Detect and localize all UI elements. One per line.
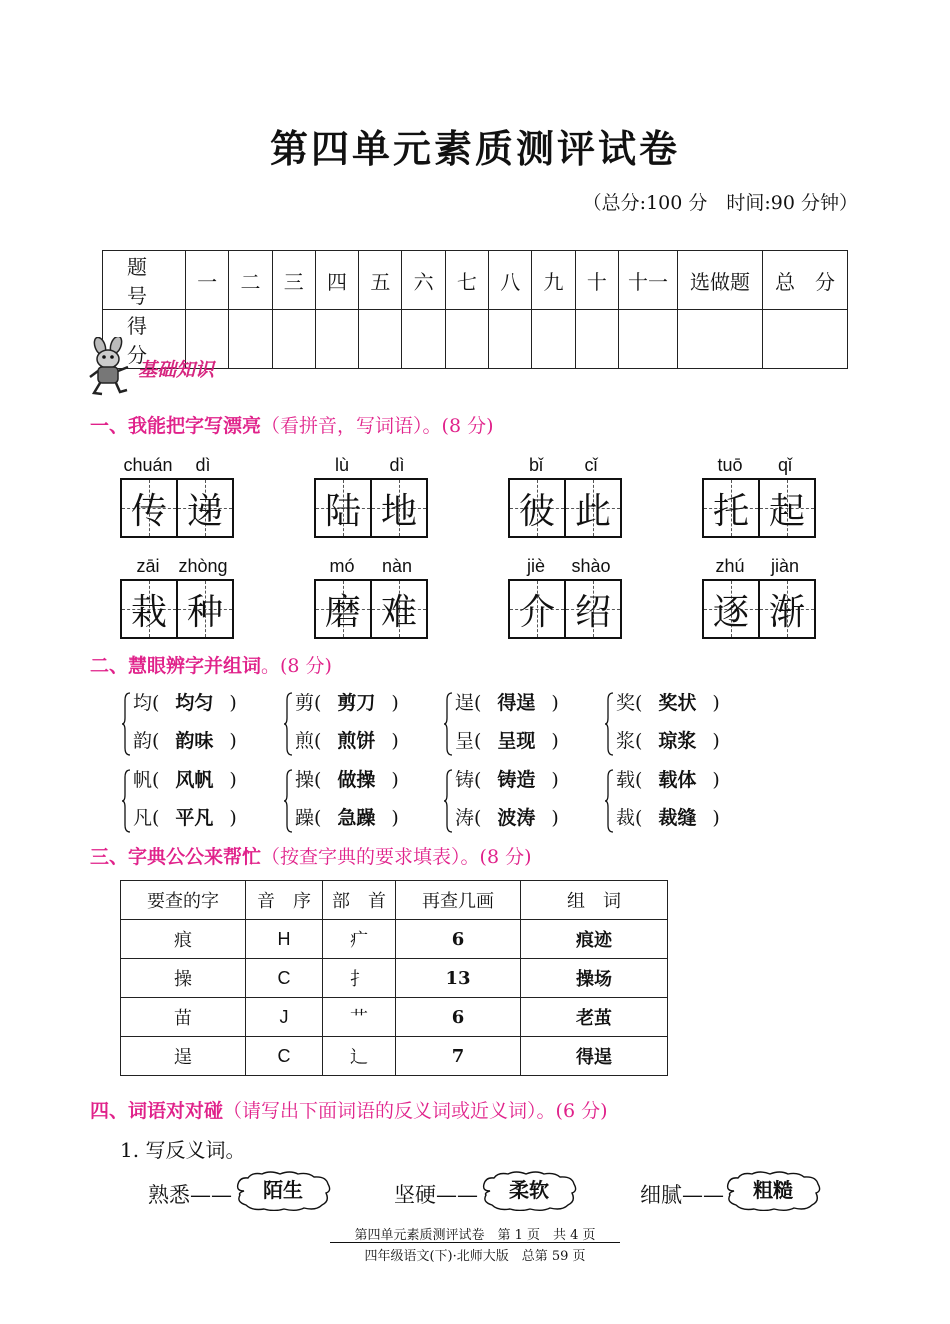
tianzige-pair — [120, 478, 234, 538]
score-row-label: 得 分 — [103, 310, 186, 369]
score-header-cell: 选做题 — [678, 251, 763, 310]
char-prompt: 裁( — [616, 807, 643, 829]
answer-word: 剪刀 — [337, 693, 376, 714]
score-cell[interactable] — [359, 310, 402, 369]
char-prompt: 涛( — [455, 807, 482, 829]
brace-icon — [284, 769, 293, 833]
pinyin: jiàn — [770, 556, 800, 576]
score-header-cell: 四 — [315, 251, 358, 310]
char-group — [122, 688, 262, 764]
group-row — [133, 726, 237, 753]
q2-title — [90, 651, 332, 678]
score-cell[interactable] — [315, 310, 358, 369]
cloud-answer-box — [480, 1171, 578, 1211]
close-paren: ) — [229, 692, 237, 714]
answer-word: 铸造 — [497, 770, 536, 791]
dict-header-cell: 要查的字 — [121, 881, 246, 920]
tianzige-cell — [758, 581, 814, 637]
dict-letter: C — [246, 1037, 323, 1076]
group-row — [133, 803, 237, 830]
char-prompt: 铸( — [455, 769, 482, 791]
dict-radical: 疒 — [323, 920, 396, 959]
q1-hint: （看拼音，写词语） — [261, 415, 423, 437]
tianzige-pair — [508, 478, 622, 538]
close-paren: ) — [551, 769, 559, 791]
pinyin: zhòng — [178, 556, 228, 576]
q4-hint: （请写出下面词语的反义词或近义词） — [223, 1100, 537, 1122]
q4-title — [90, 1096, 608, 1123]
answer-word: 均匀 — [175, 693, 214, 714]
written-char: 此 — [574, 490, 611, 532]
tianzige-pair — [702, 579, 816, 639]
group-row — [455, 803, 559, 830]
q2-points: 。(8 分) — [261, 655, 332, 677]
answer-word: 裁缝 — [658, 808, 697, 829]
written-char: 传 — [130, 490, 167, 532]
brace-icon — [444, 769, 453, 833]
dict-header-cell: 再查几画 — [396, 881, 521, 920]
group-row — [133, 765, 237, 792]
dict-strokes: 6 — [396, 920, 521, 959]
score-header-cell: 八 — [489, 251, 532, 310]
char-prompt: 剪( — [295, 692, 322, 714]
dict-row — [121, 1037, 668, 1076]
answer-word: 韵味 — [175, 731, 214, 752]
pinyin: zhú — [715, 556, 745, 576]
antonym-word: 坚硬—— — [394, 1183, 478, 1207]
q4-sub1: 1. 写反义词。 — [120, 1138, 246, 1162]
score-cell[interactable] — [575, 310, 618, 369]
group-row — [616, 726, 720, 753]
brace-icon — [284, 692, 293, 756]
q3-title — [90, 842, 532, 869]
written-char: 栽 — [130, 591, 167, 633]
tianzige-cell — [564, 480, 620, 536]
written-char: 托 — [712, 490, 749, 532]
score-header-cell: 总 分 — [763, 251, 848, 310]
group-row — [455, 765, 559, 792]
char-group — [605, 688, 745, 764]
q1-title — [90, 411, 494, 438]
pinyin: chuán — [123, 455, 173, 475]
tianzige-cell — [316, 581, 370, 637]
close-paren: ) — [712, 807, 720, 829]
char-group — [122, 765, 262, 841]
tianzige-pair — [314, 579, 428, 639]
char-prompt: 奖( — [616, 692, 643, 714]
dict-row — [121, 998, 668, 1037]
char-group — [284, 765, 424, 841]
dict-word: 操场 — [521, 959, 668, 998]
written-char: 渐 — [768, 591, 805, 633]
pinyin: jiè — [526, 556, 545, 576]
answer-word: 平凡 — [175, 808, 214, 829]
written-char: 逐 — [712, 591, 749, 633]
written-char: 绍 — [574, 591, 611, 633]
dict-char: 逞 — [121, 1037, 246, 1076]
score-header-cell: 题 号 — [103, 251, 186, 310]
close-paren: ) — [712, 730, 720, 752]
tianzige-pair — [702, 478, 816, 538]
score-cell[interactable] — [229, 310, 272, 369]
score-header-cell: 六 — [402, 251, 445, 310]
pinyin: dì — [389, 455, 405, 475]
score-header-cell: 十一 — [619, 251, 678, 310]
tianzige-cell — [758, 480, 814, 536]
close-paren: ) — [391, 769, 399, 791]
score-cell[interactable] — [763, 310, 848, 369]
close-paren: ) — [712, 769, 720, 791]
written-char: 种 — [186, 591, 223, 633]
group-row — [455, 726, 559, 753]
dict-radical: 艹 — [323, 998, 396, 1037]
score-header-cell: 七 — [445, 251, 488, 310]
score-header-cell: 三 — [272, 251, 315, 310]
pinyin: qǐ — [777, 455, 792, 475]
dict-header-cell: 音 序 — [246, 881, 323, 920]
pinyin: lù — [334, 455, 349, 475]
dict-radical: 辶 — [323, 1037, 396, 1076]
close-paren: ) — [712, 692, 720, 714]
score-header-cell: 二 — [229, 251, 272, 310]
close-paren: ) — [551, 807, 559, 829]
footer-line1: 第四单元素质测评试卷 第 1 页 共 4 页 — [354, 1228, 596, 1243]
q3-hint: （按查字典的要求填表） — [261, 846, 461, 868]
dict-word: 老茧 — [521, 998, 668, 1037]
page-title: 第四单元素质测评试卷 — [269, 126, 680, 171]
pinyin: tuō — [717, 455, 743, 475]
q3-points: 。(8 分) — [460, 846, 532, 868]
dict-row — [121, 920, 668, 959]
char-prompt: 载( — [616, 769, 643, 791]
tianzige-cell — [176, 581, 232, 637]
group-row — [616, 688, 720, 715]
close-paren: ) — [391, 730, 399, 752]
score-table-header-row — [103, 251, 848, 310]
q4-title-text: 四、词语对对碰 — [90, 1100, 224, 1122]
antonym-answer: 柔软 — [509, 1180, 549, 1202]
q1-title-text: 一、我能把字写漂亮 — [90, 415, 262, 437]
written-char: 递 — [186, 490, 223, 532]
pinyin: cǐ — [584, 455, 598, 475]
dict-letter: C — [246, 959, 323, 998]
char-group — [284, 688, 424, 764]
group-row — [295, 726, 399, 753]
dict-char: 苗 — [121, 998, 246, 1037]
char-group — [444, 765, 584, 841]
pinyin: shào — [571, 556, 611, 576]
answer-word: 风帆 — [175, 770, 214, 791]
written-char: 磨 — [324, 591, 361, 633]
char-prompt: 帆( — [133, 769, 160, 791]
answer-word: 煎饼 — [337, 731, 376, 752]
tianzige-cell — [316, 480, 370, 536]
footer-line2: 四年级语文(下)·北师大版 总第 59 页 — [364, 1249, 586, 1264]
tianzige-cell — [510, 480, 564, 536]
group-row — [295, 765, 399, 792]
dict-header-cell: 组 词 — [521, 881, 668, 920]
tianzige-cell — [704, 480, 758, 536]
char-prompt: 操( — [295, 769, 322, 791]
q3-title-text: 三、字典公公来帮忙 — [90, 846, 262, 868]
score-header-cell: 一 — [186, 251, 229, 310]
close-paren: ) — [551, 730, 559, 752]
section-banner: 基础知识 — [138, 359, 215, 381]
cloud-answer-box — [234, 1171, 332, 1211]
group-row — [295, 803, 399, 830]
close-paren: ) — [391, 692, 399, 714]
char-prompt: 呈( — [455, 730, 482, 752]
dict-header-row — [121, 881, 668, 920]
written-char: 地 — [380, 490, 417, 532]
tianzige-cell — [122, 581, 176, 637]
written-char: 起 — [768, 490, 805, 532]
q2-title-text: 二、慧眼辨字并组词 — [90, 655, 262, 677]
group-row — [133, 688, 237, 715]
score-header-cell: 十 — [575, 251, 618, 310]
tianzige-pair — [508, 579, 622, 639]
written-char: 难 — [380, 591, 417, 633]
tianzige-cell — [176, 480, 232, 536]
score-info: （总分:100 分 时间:90 分钟） — [582, 192, 858, 214]
dict-word: 痕迹 — [521, 920, 668, 959]
score-header-cell: 九 — [532, 251, 575, 310]
brace-icon — [605, 769, 614, 833]
answer-word: 做操 — [337, 770, 376, 791]
dict-char: 痕 — [121, 920, 246, 959]
footer-divider — [330, 1242, 620, 1243]
dict-char: 操 — [121, 959, 246, 998]
char-prompt: 凡( — [133, 807, 160, 829]
close-paren: ) — [551, 692, 559, 714]
answer-word: 奖状 — [658, 693, 697, 714]
antonym-answer: 陌生 — [263, 1180, 303, 1202]
answer-word: 呈现 — [497, 731, 536, 752]
antonym-word: 熟悉—— — [148, 1183, 232, 1207]
tianzige-pair — [120, 579, 234, 639]
score-cell[interactable] — [272, 310, 315, 369]
score-cell[interactable] — [445, 310, 488, 369]
brace-icon — [605, 692, 614, 756]
close-paren: ) — [229, 807, 237, 829]
char-group — [605, 765, 745, 841]
group-row — [455, 688, 559, 715]
tianzige-cell — [370, 581, 426, 637]
brace-icon — [444, 692, 453, 756]
score-cell[interactable] — [532, 310, 575, 369]
dict-header-cell: 部 首 — [323, 881, 396, 920]
q4-points: 。(6 分) — [536, 1100, 608, 1122]
tianzige-pair — [314, 478, 428, 538]
dict-radical: 扌 — [323, 959, 396, 998]
pinyin: zāi — [136, 556, 160, 576]
score-cell[interactable] — [402, 310, 445, 369]
written-char: 陆 — [324, 490, 361, 532]
pinyin: dì — [195, 455, 211, 475]
answer-word: 得逞 — [497, 693, 536, 714]
char-prompt: 煎( — [295, 730, 322, 752]
antonym-word: 细腻—— — [640, 1183, 724, 1207]
brace-icon — [122, 769, 131, 833]
brace-icon — [122, 692, 131, 756]
tianzige-cell — [510, 581, 564, 637]
tianzige-cell — [704, 581, 758, 637]
group-row — [616, 803, 720, 830]
char-prompt: 韵( — [133, 730, 160, 752]
close-paren: ) — [391, 807, 399, 829]
answer-word: 急躁 — [337, 808, 376, 829]
score-cell[interactable] — [678, 310, 763, 369]
tianzige-cell — [370, 480, 426, 536]
char-prompt: 逞( — [455, 692, 482, 714]
dict-strokes: 6 — [396, 998, 521, 1037]
group-row — [616, 765, 720, 792]
group-row — [295, 688, 399, 715]
written-char: 介 — [518, 591, 555, 633]
dict-letter: J — [246, 998, 323, 1037]
tianzige-cell — [122, 480, 176, 536]
cloud-answer-box — [724, 1171, 822, 1211]
dict-strokes: 7 — [396, 1037, 521, 1076]
dict-word: 得逞 — [521, 1037, 668, 1076]
dict-letter: H — [246, 920, 323, 959]
pinyin: nàn — [381, 556, 413, 576]
close-paren: ) — [229, 730, 237, 752]
dict-strokes: 13 — [396, 959, 521, 998]
char-prompt: 均( — [133, 692, 160, 714]
pinyin: bǐ — [528, 455, 543, 475]
antonym-answer: 粗糙 — [753, 1180, 793, 1202]
answer-word: 琼浆 — [658, 731, 697, 752]
tianzige-cell — [564, 581, 620, 637]
score-header-cell: 五 — [359, 251, 402, 310]
score-table-score-row — [103, 310, 848, 369]
score-cell[interactable] — [489, 310, 532, 369]
rabbit-mascot-icon — [86, 337, 132, 397]
dictionary-table — [120, 880, 668, 1076]
pinyin: mó — [329, 556, 355, 576]
q1-points: 。(8 分) — [422, 415, 494, 437]
answer-word: 载体 — [658, 770, 697, 791]
score-table — [102, 250, 848, 369]
dict-row — [121, 959, 668, 998]
answer-word: 波涛 — [497, 808, 536, 829]
char-prompt: 浆( — [616, 730, 643, 752]
written-char: 彼 — [518, 490, 555, 532]
char-group — [444, 688, 584, 764]
char-prompt: 躁( — [295, 807, 322, 829]
score-cell[interactable] — [619, 310, 678, 369]
close-paren: ) — [229, 769, 237, 791]
